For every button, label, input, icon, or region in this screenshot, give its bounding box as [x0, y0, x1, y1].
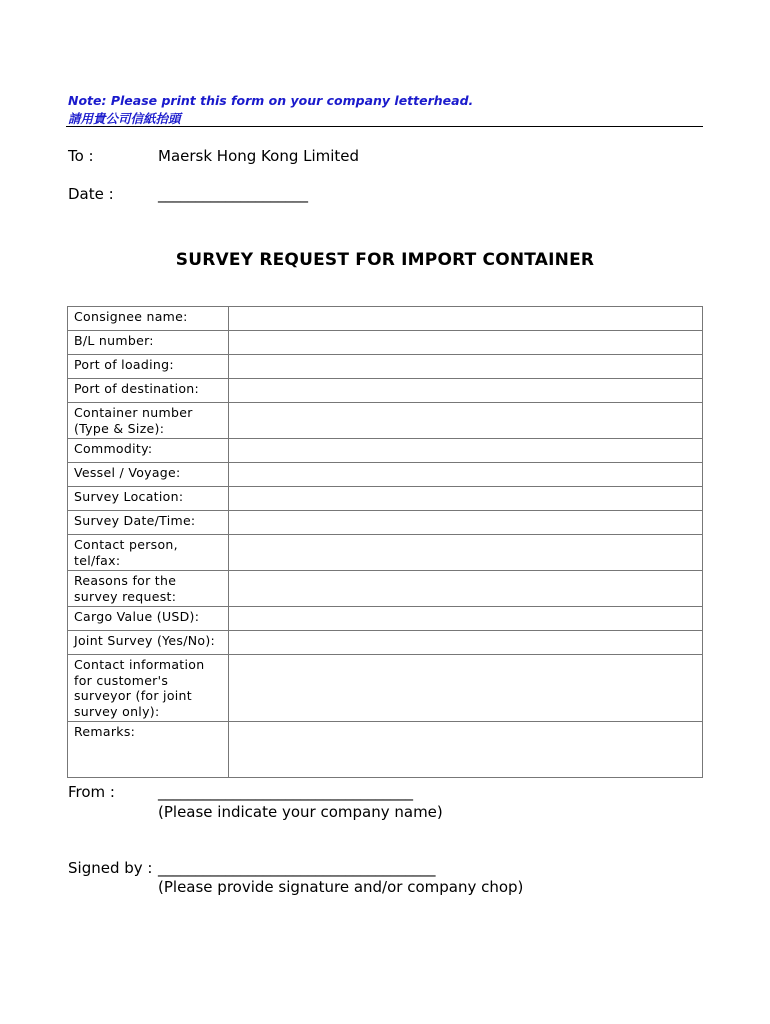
letterhead-note: Note: Please print this form on your company letterhead. — [68, 93, 474, 108]
company-name-field[interactable]: __________________________________ — [158, 783, 413, 801]
field-label: B/L number: — [68, 331, 229, 355]
field-value-input[interactable] — [229, 535, 703, 571]
field-value-input[interactable] — [229, 631, 703, 655]
signature-field[interactable]: _____________________________________ — [158, 859, 436, 877]
field-label: Port of destination: — [68, 379, 229, 403]
table-row — [68, 722, 703, 778]
table-row — [68, 439, 703, 463]
field-label: Joint Survey (Yes/No): — [68, 631, 229, 655]
field-value-input[interactable] — [229, 355, 703, 379]
field-value-input[interactable] — [229, 379, 703, 403]
table-row — [68, 511, 703, 535]
field-value-input[interactable] — [229, 331, 703, 355]
table-row — [68, 607, 703, 631]
field-value-input[interactable] — [229, 307, 703, 331]
signed-by-label: Signed by : — [68, 859, 153, 877]
field-label: Contact person, tel/fax: — [68, 535, 229, 571]
header-divider — [66, 126, 703, 127]
from-label: From : — [68, 783, 115, 801]
field-value-input[interactable] — [229, 439, 703, 463]
field-value-input[interactable] — [229, 463, 703, 487]
field-label: Remarks: — [68, 722, 229, 778]
company-name-hint: (Please indicate your company name) — [158, 803, 443, 821]
field-value-input[interactable] — [229, 571, 703, 607]
field-value-input[interactable] — [229, 403, 703, 439]
table-row — [68, 463, 703, 487]
field-value-input[interactable] — [229, 487, 703, 511]
table-row — [68, 403, 703, 439]
table-row — [68, 571, 703, 607]
letterhead-note-chinese: 請用貴公司信紙抬頭 — [68, 111, 181, 126]
table-row — [68, 355, 703, 379]
field-label: Container number (Type & Size): — [68, 403, 229, 439]
date-field[interactable]: ____________________ — [158, 185, 308, 203]
form-title: SURVEY REQUEST FOR IMPORT CONTAINER — [175, 250, 595, 270]
to-label: To : — [68, 147, 94, 165]
field-label: Contact information for customer's surveyor (for joint survey only): — [68, 655, 229, 722]
table-row — [68, 307, 703, 331]
table-row — [68, 535, 703, 571]
field-value-input[interactable] — [229, 722, 703, 778]
field-label: Consignee name: — [68, 307, 229, 331]
field-label: Survey Location: — [68, 487, 229, 511]
table-row — [68, 379, 703, 403]
table-row — [68, 655, 703, 722]
field-label: Cargo Value (USD): — [68, 607, 229, 631]
table-row — [68, 331, 703, 355]
field-label: Reasons for the survey request: — [68, 571, 229, 607]
field-label: Commodity: — [68, 439, 229, 463]
date-label: Date : — [68, 185, 114, 203]
field-value-input[interactable] — [229, 607, 703, 631]
field-value-input[interactable] — [229, 655, 703, 722]
to-value: Maersk Hong Kong Limited — [158, 147, 360, 165]
survey-request-table — [67, 306, 703, 778]
signature-hint: (Please provide signature and/or company chop) — [158, 878, 524, 896]
field-label: Survey Date/Time: — [68, 511, 229, 535]
field-value-input[interactable] — [229, 511, 703, 535]
field-label: Vessel / Voyage: — [68, 463, 229, 487]
field-label: Port of loading: — [68, 355, 229, 379]
table-row — [68, 631, 703, 655]
table-row — [68, 487, 703, 511]
